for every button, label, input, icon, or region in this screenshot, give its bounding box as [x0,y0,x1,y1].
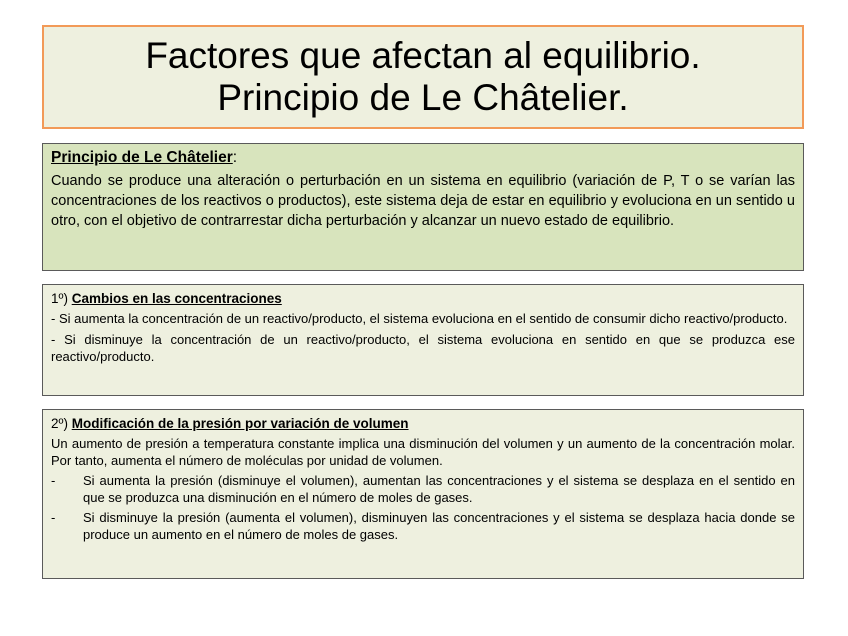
bullet-dash: - [51,510,56,525]
concentrations-item-decrease: - Si disminuye la concentración de un reactivo/producto, el sistema evoluciona en sentido en que se produzca ese reactivo/producto. [51,332,795,364]
concentrations-heading: Cambios en las concentraciones [71,291,282,306]
principle-heading-colon: : [232,149,238,166]
pressure-box [42,409,804,579]
principle-heading: Principio de Le Châtelier [51,149,233,166]
slide-title-box [42,25,804,129]
principle-body: Cuando se produce una alteración o perturbación en un sistema en equilibrio (variación de P, T o se varían las concentraciones de los reactivos o productos), este sistema deja de estar en equilibrio y evoluciona en un sentido u otro, con el objetivo de contrarrestar dicha perturbación y alcanzar un nuevo estado de equilibrio. [51,173,795,229]
concentrations-number: 1º) [51,291,68,306]
pressure-bullet-decrease-text: Si disminuye la presión (aumenta el volumen), disminuyen las concentraciones y el sistema se desplaza hacia donde se produce un aumento en el número de moles de gases. [83,510,795,542]
principle-box [42,143,804,271]
slide-title-line-1: Factores que afectan al equilibrio. [145,35,701,76]
concentrations-item-increase: - Si aumenta la concentración de un reactivo/producto, el sistema evoluciona en el sentido de consumir dicho reactivo/producto. [51,311,788,326]
slide-title-line-2: Principio de Le Châtelier. [217,77,629,118]
concentrations-heading-line [51,289,795,308]
pressure-bullet-decrease [51,509,795,543]
pressure-bullet-increase [51,472,795,506]
pressure-heading-line [51,414,795,433]
principle-heading-line [51,148,795,168]
pressure-body: Un aumento de presión a temperatura constante implica una disminución del volumen y un aumento de la concentración molar. Por tanto, aumenta el número de moléculas por unidad de volumen. [51,436,795,468]
concentrations-box [42,284,804,396]
pressure-bullet-increase-text: Si aumenta la presión (disminuye el volumen), aumentan las concentraciones y el sistema se desplaza en el sentido en que se produzca una disminución en el número de moles de gases. [83,473,795,505]
pressure-number: 2º) [51,416,68,431]
bullet-dash: - [51,473,56,488]
pressure-heading: Modificación de la presión por variación de volumen [71,416,409,431]
